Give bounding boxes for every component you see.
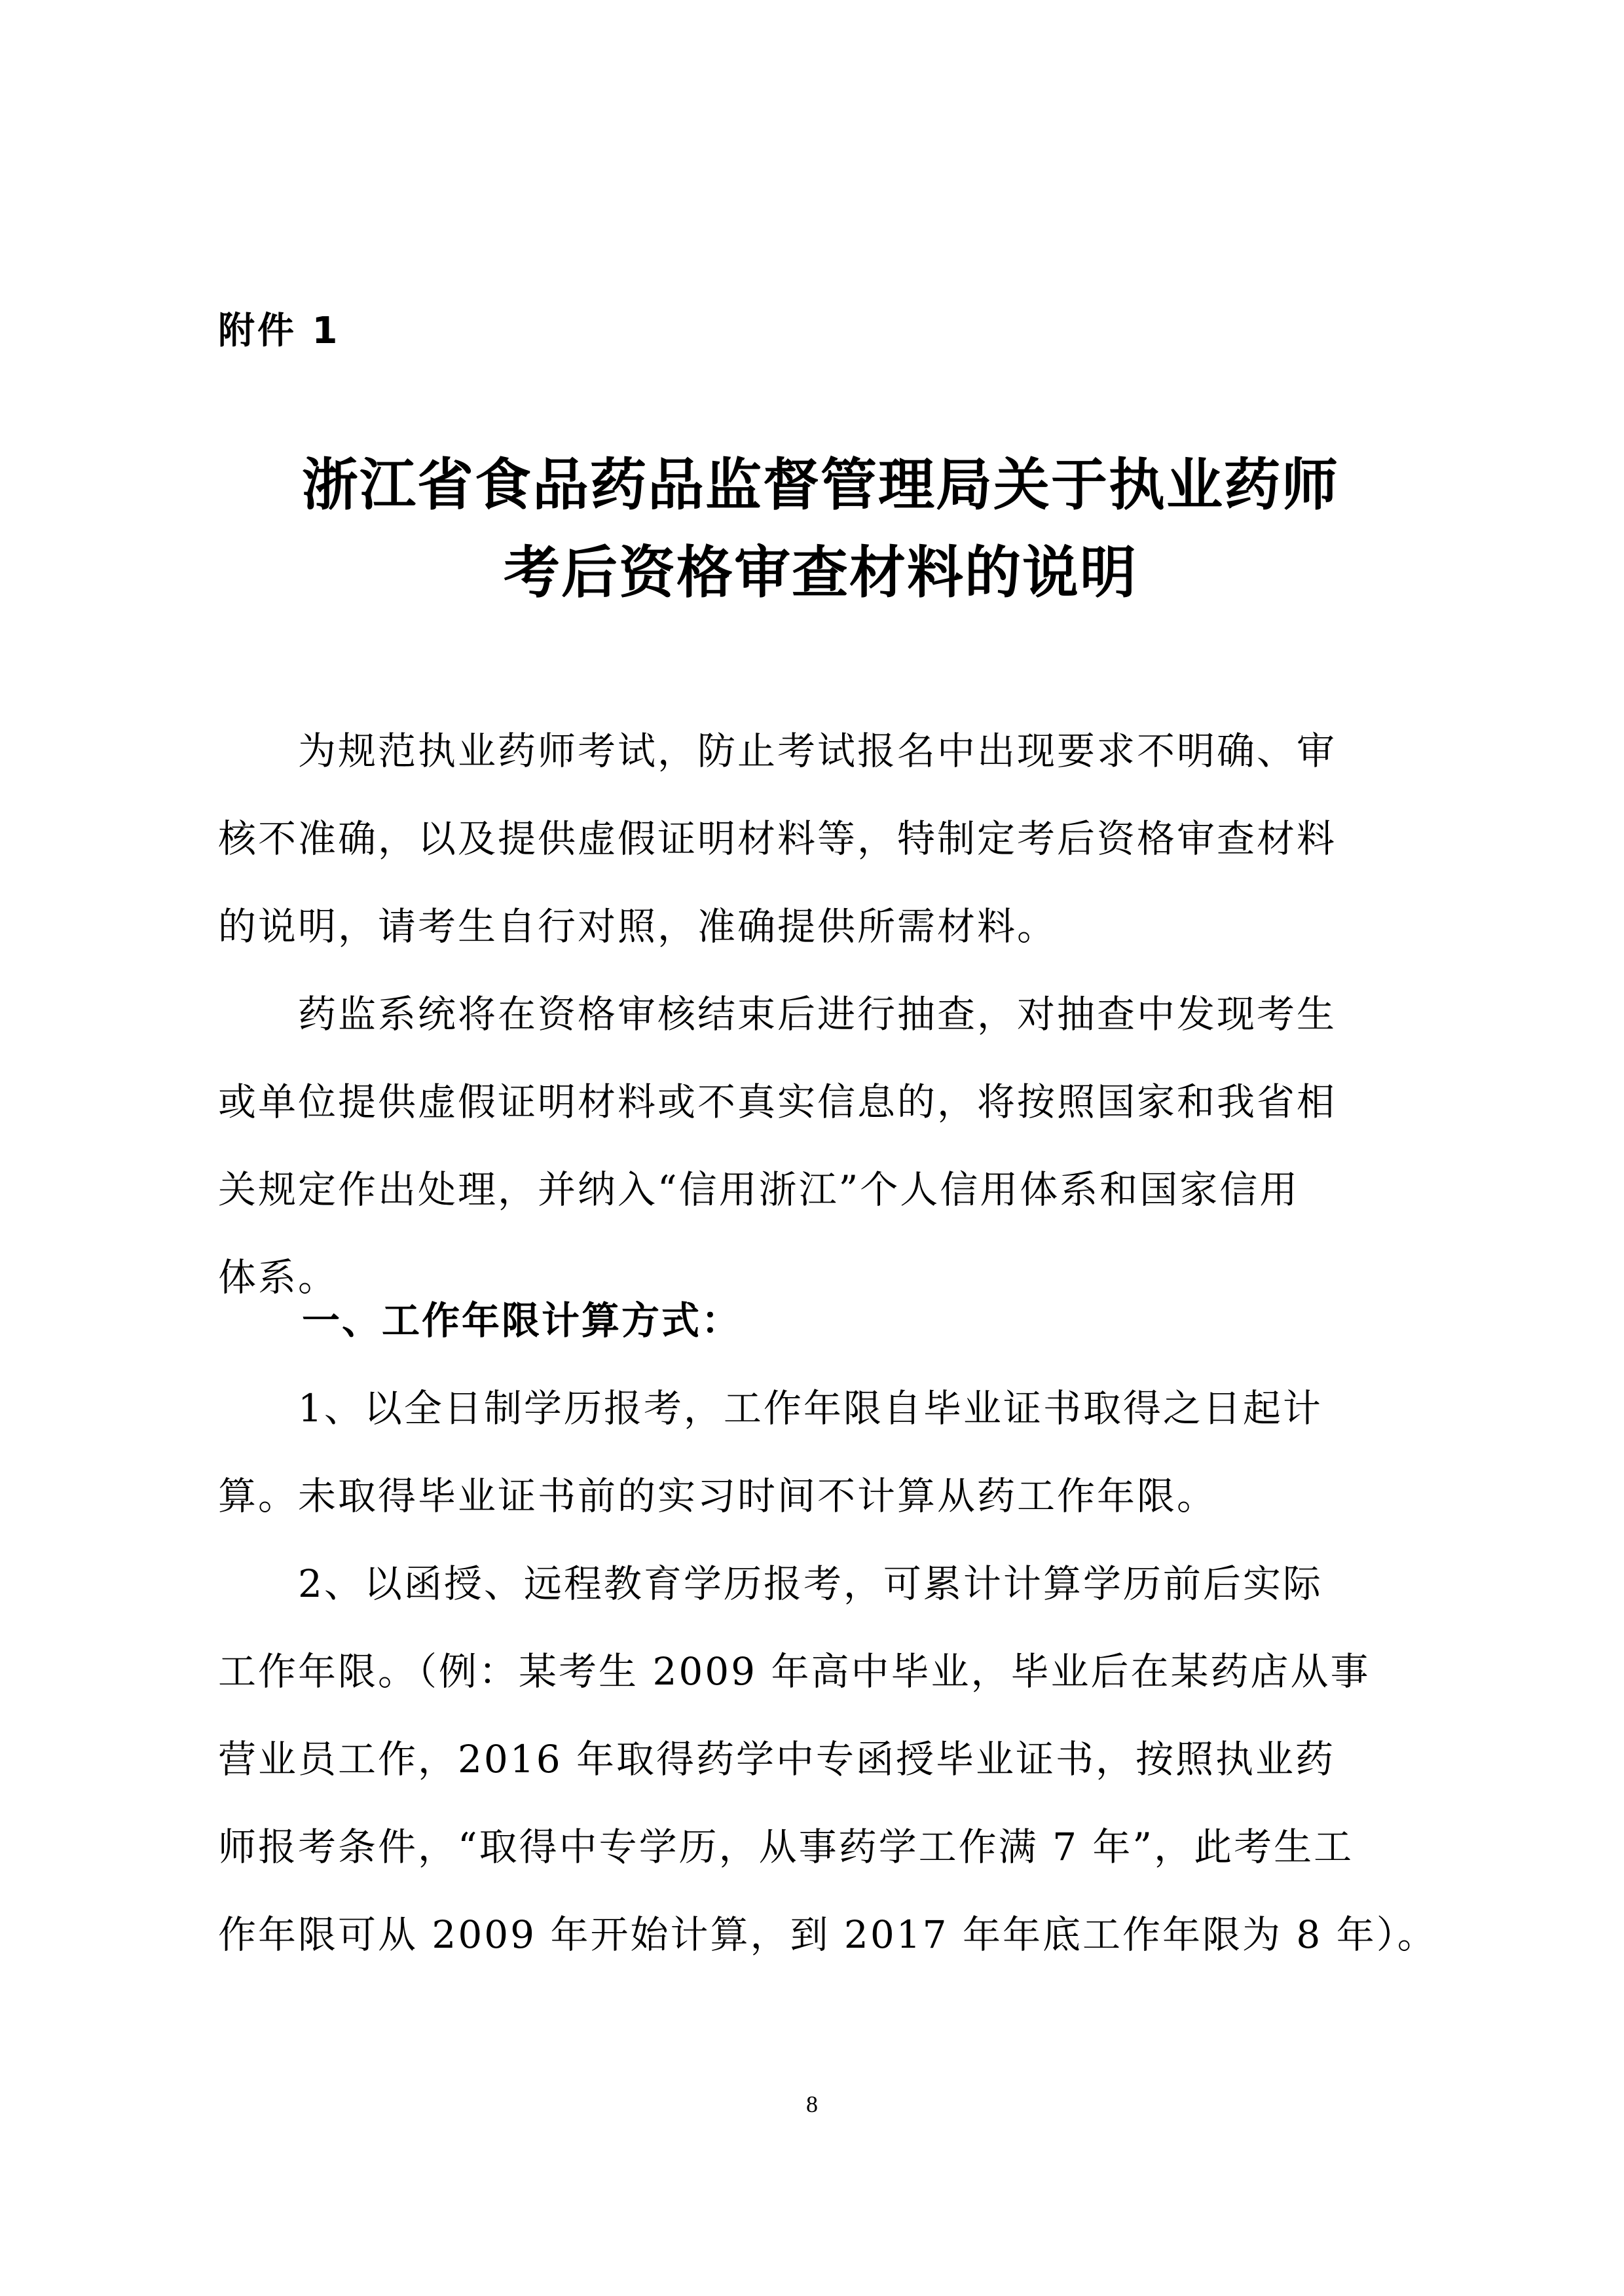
intro-paragraph [218, 707, 1422, 970]
paragraph-line: 1、以全日制学历报考，工作年限自毕业证书取得之日起计 [218, 1386, 1323, 1430]
paragraph-line: 或单位提供虚假证明材料或不真实信息的，将按照国家和我省相 [218, 1080, 1337, 1124]
rule-1-paragraph [218, 1364, 1422, 1540]
paragraph-line: 2、以函授、远程教育学历报考，可累计计算学历前后实际 [218, 1561, 1323, 1606]
paragraph-line: 为规范执业药师考试，防止考试报名中出现要求不明确、审 [218, 729, 1337, 773]
paragraph-line: 关规定作出处理，并纳入“信用浙江”个人信用体系和国家信用 [218, 1167, 1300, 1212]
paragraph-line: 的说明，请考生自行对照，准确提供所需材料。 [218, 904, 1058, 949]
paragraph-line: 作年限可从 2009 年开始计算，到 2017 年年底工作年限为 8 年）。 [218, 1912, 1437, 1957]
rule-2-paragraph [218, 1540, 1437, 1978]
paragraph-line: 药监系统将在资格审核结束后进行抽查，对抽查中发现考生 [218, 992, 1337, 1036]
paragraph-line: 师报考条件，“取得中专学历，从事药学工作满 7 年”，此考生工 [218, 1825, 1354, 1869]
paragraph-line: 算。未取得毕业证书前的实习时间不计算从药工作年限。 [218, 1474, 1217, 1518]
paragraph-line: 营业员工作，2016 年取得药学中专函授毕业证书，按照执业药 [218, 1737, 1336, 1781]
paragraph-line: 体系。 [218, 1255, 339, 1300]
attachment-label: 附件 1 [218, 310, 341, 352]
paragraph-line: 核不准确，以及提供虚假证明材料等，特制定考后资格审查材料 [218, 816, 1337, 861]
section-heading-work-years: 一、工作年限计算方式： [302, 1298, 742, 1343]
document-title-line-2: 考后资格审查材料的说明 [504, 540, 1137, 606]
document-title-line-1: 浙江省食品药品监督管理局关于执业药师 [302, 452, 1339, 518]
paragraph-line: 工作年限。（例：某考生 2009 年高中毕业，毕业后在某药店从事 [218, 1649, 1371, 1694]
audit-paragraph [218, 970, 1422, 1321]
page-number: 8 [806, 2091, 818, 2117]
